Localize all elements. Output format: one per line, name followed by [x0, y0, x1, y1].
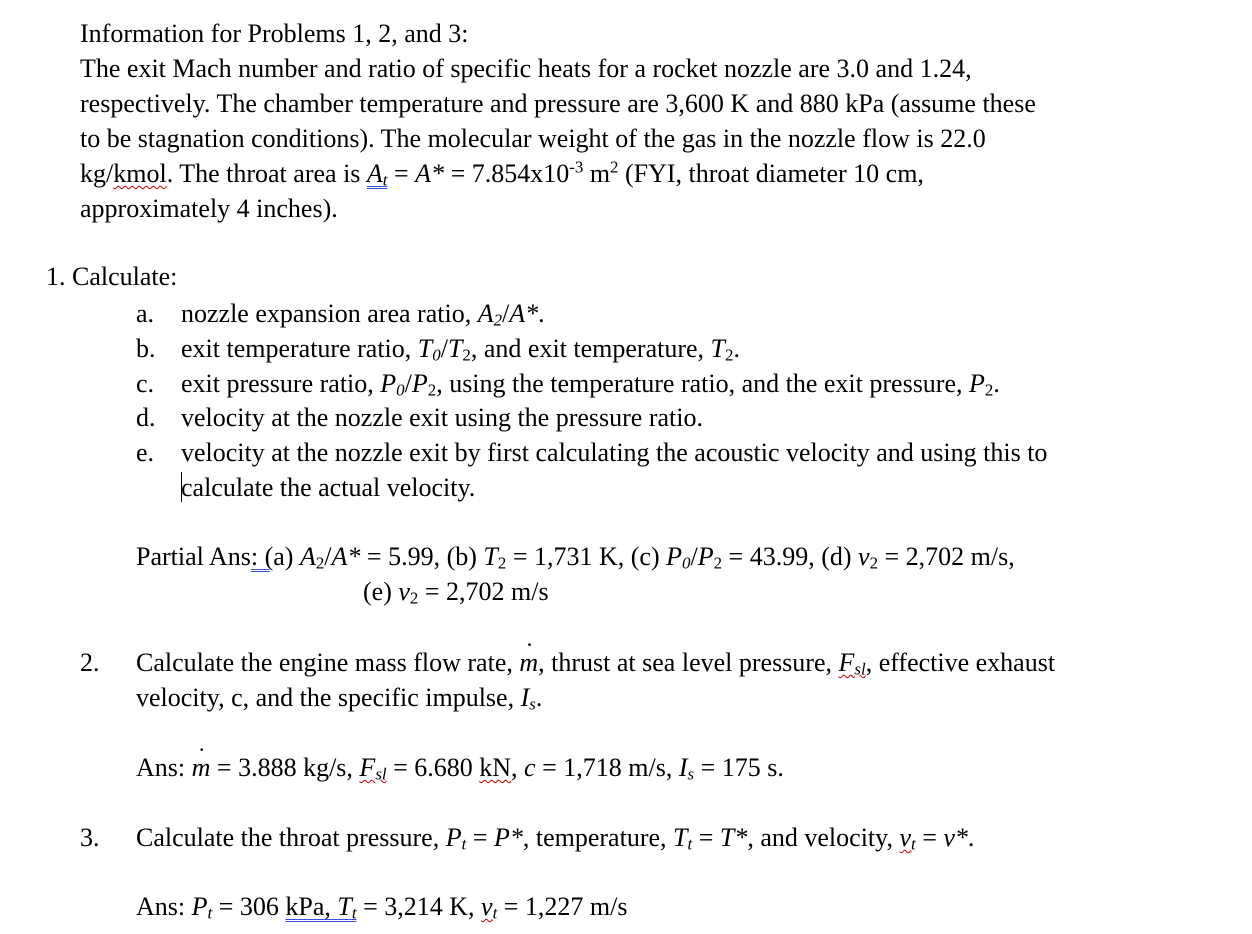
list-item-c-letter: c.	[136, 369, 155, 398]
list-item-a: nozzle expansion area ratio, $A_2/A*$.	[181, 299, 545, 330]
grammar-flag: $A_t$	[366, 159, 388, 190]
problem-3-line-1: Calculate the throat pressure, $P_t = P*$, temperature, $T_t = T*$, and velocity, $v_t = v*$.	[136, 823, 975, 854]
intro-heading: Information for Problems 1, 2, and 3:	[80, 19, 469, 48]
spelling-flag: $F_{sl}$	[359, 753, 387, 784]
problem-2-answer: Ans: m ˙ = 3.888 kg/s, $F_{sl} = 6.680$ kN, c = 1,718 m/s, $I_s = 175$ s.	[136, 750, 784, 785]
spelling-flag: kN	[479, 753, 512, 782]
grammar-flag: : (	[250, 542, 274, 571]
problem-3-answer: Ans: $P_t = 306$ kPa, $T_t = 3,214$ K, $v_t = 1,227$ m/s	[136, 892, 628, 923]
list-item-a-letter: a.	[136, 299, 155, 328]
list-item-d: velocity at the nozzle exit using the pressure ratio.	[181, 403, 703, 432]
intro-line-5: approximately 4 inches).	[80, 194, 338, 223]
problem-1-answer-line-1: Partial Ans: (a) $A_2/A* = 5.99$, (b) $T_2 = 1,731$ K, (c) $P_0/P_2 = 43.99$, (d) $v_2 = 2,702$ m/s,	[136, 542, 1015, 573]
spelling-flag: $F_{sl}$	[838, 648, 866, 679]
list-item-d-letter: d.	[136, 403, 156, 432]
problem-3-number: 3.	[80, 823, 100, 852]
spelling-flag: kmol	[113, 159, 167, 188]
list-item-e-letter: e.	[136, 438, 155, 467]
grammar-flag: kPa, $T_t$	[285, 892, 357, 923]
list-item-b: exit temperature ratio, $T_0/T_2$, and exit temperature, $T_2$.	[181, 334, 740, 365]
problem-1-answer-line-2: (e) $v_2 = 2,702$ m/s	[363, 577, 549, 608]
spelling-flag: $v_t$	[899, 823, 916, 854]
problem-2-line-1: Calculate the engine mass flow rate, m ˙, thrust at sea level pressure, $F_{sl}$, effective exhaust	[136, 645, 1055, 680]
intro-line-1: The exit Mach number and ratio of specific heats for a rocket nozzle are 3.0 and 1.24,	[80, 54, 972, 83]
list-item-e-line-2[interactable]: calculate the actual velocity.	[181, 473, 476, 502]
intro-line-3: to be stagnation conditions). The molecular weight of the gas in the nozzle flow is 22.0	[80, 124, 986, 153]
list-item-e-line-1: velocity at the nozzle exit by first calculating the acoustic velocity and using this to	[181, 438, 1048, 467]
problem-2-number: 2.	[80, 648, 100, 677]
intro-line-2: respectively. The chamber temperature and pressure are 3,600 K and 880 kPa (assume these	[80, 89, 1036, 118]
intro-line-4: kg/kmol. The throat area is $A_t = A* = 7.854x10^{-3}$ $m^2$ (FYI, throat diameter 10 cm,	[80, 157, 924, 190]
problem-1-heading: 1. Calculate:	[46, 262, 178, 291]
spelling-flag: $v_t$	[481, 892, 498, 923]
problem-2-line-2: velocity, c, and the specific impulse, $I_s$.	[136, 683, 543, 714]
list-item-c: exit pressure ratio, $P_0/P_2$, using the temperature ratio, and the exit pressure, $P_2$.	[181, 369, 1000, 400]
list-item-b-letter: b.	[136, 334, 156, 363]
